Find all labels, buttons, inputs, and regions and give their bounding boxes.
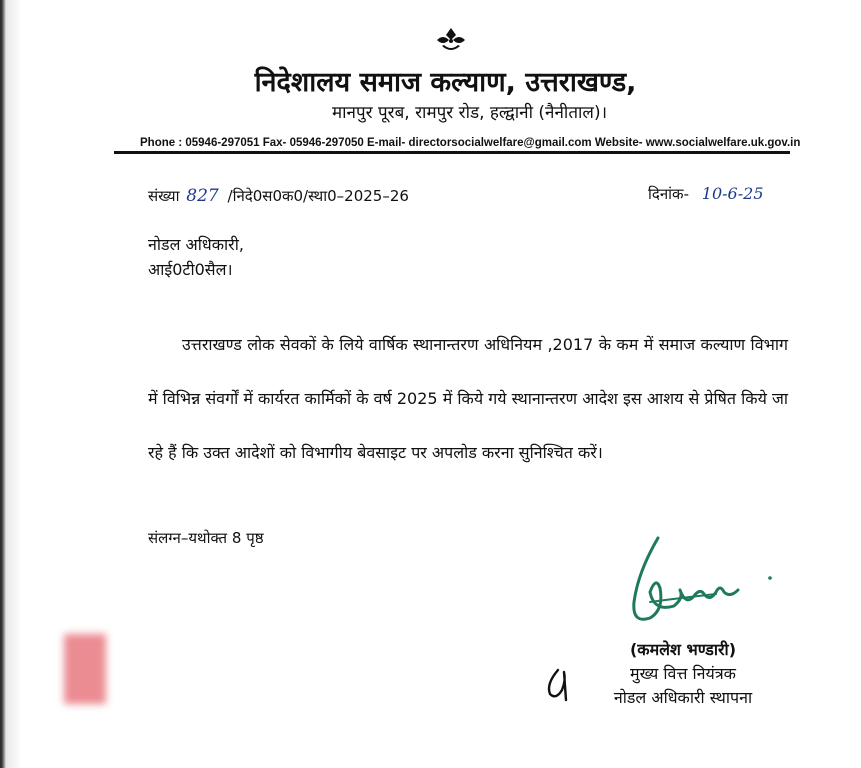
letter-body: उत्तराखण्ड लोक सेवकों के लिये वार्षिक स्थानान्तरण अधिनियम ,2017 के कम में समाज कल्याण विभाग में विभिन्न संवर्गों में कार्यरत कार्मिकों के वर्ष 2025 में किये गये स्थानान्तरण आदेश इस आशय से प्रेषित किये जा रहे हैं कि उक्त आदेशों को विभागीय बेवसाइट पर अपलोड करना सुनिश्चित करें। bbox=[148, 335, 788, 462]
signatory-designation: नोडल अधिकारी स्थापना bbox=[613, 688, 753, 707]
signatory-block bbox=[588, 638, 778, 710]
letterhead-contact: Phone : 05946-297051 Fax- 05946-297050 E-mail- directorsocialwelfare@gmail.com Website- www.socialwelfare.uk.gov.in bbox=[140, 137, 801, 149]
reference-line bbox=[148, 186, 409, 206]
signatory-name: (कमलेश भण्डारी) bbox=[629, 640, 737, 659]
handwritten-signature bbox=[620, 532, 780, 632]
letterhead-address: मानपुर पूरब, रामपुर रोड, हल्द्वानी (नैनीताल)। bbox=[331, 103, 608, 123]
date-label: दिनांक- bbox=[648, 185, 689, 203]
addressee-block bbox=[148, 232, 244, 282]
redacted-stamp bbox=[64, 634, 106, 704]
date-value: 10-6-25 bbox=[701, 184, 764, 203]
letterhead-divider bbox=[114, 151, 790, 154]
enclosure-note: संलग्न–यथोक्त 8 पृष्ठ bbox=[148, 529, 264, 547]
date-line bbox=[648, 184, 764, 204]
addressee-line: आई0टी0सैल। bbox=[148, 260, 233, 279]
addressee-line: नोडल अधिकारी, bbox=[148, 235, 244, 254]
emblem-icon bbox=[434, 26, 468, 54]
handwritten-initial bbox=[540, 664, 580, 704]
signatory-designation: मुख्य वित्त नियंत्रक bbox=[630, 664, 736, 683]
reference-code: /निदे0स0क0/स्था0–2025–26 bbox=[227, 187, 409, 205]
reference-label: संख्या bbox=[148, 187, 180, 205]
reference-number: 827 bbox=[186, 186, 219, 206]
letterhead-title: निदेशालय समाज कल्याण, उत्तराखण्ड, bbox=[254, 67, 637, 98]
